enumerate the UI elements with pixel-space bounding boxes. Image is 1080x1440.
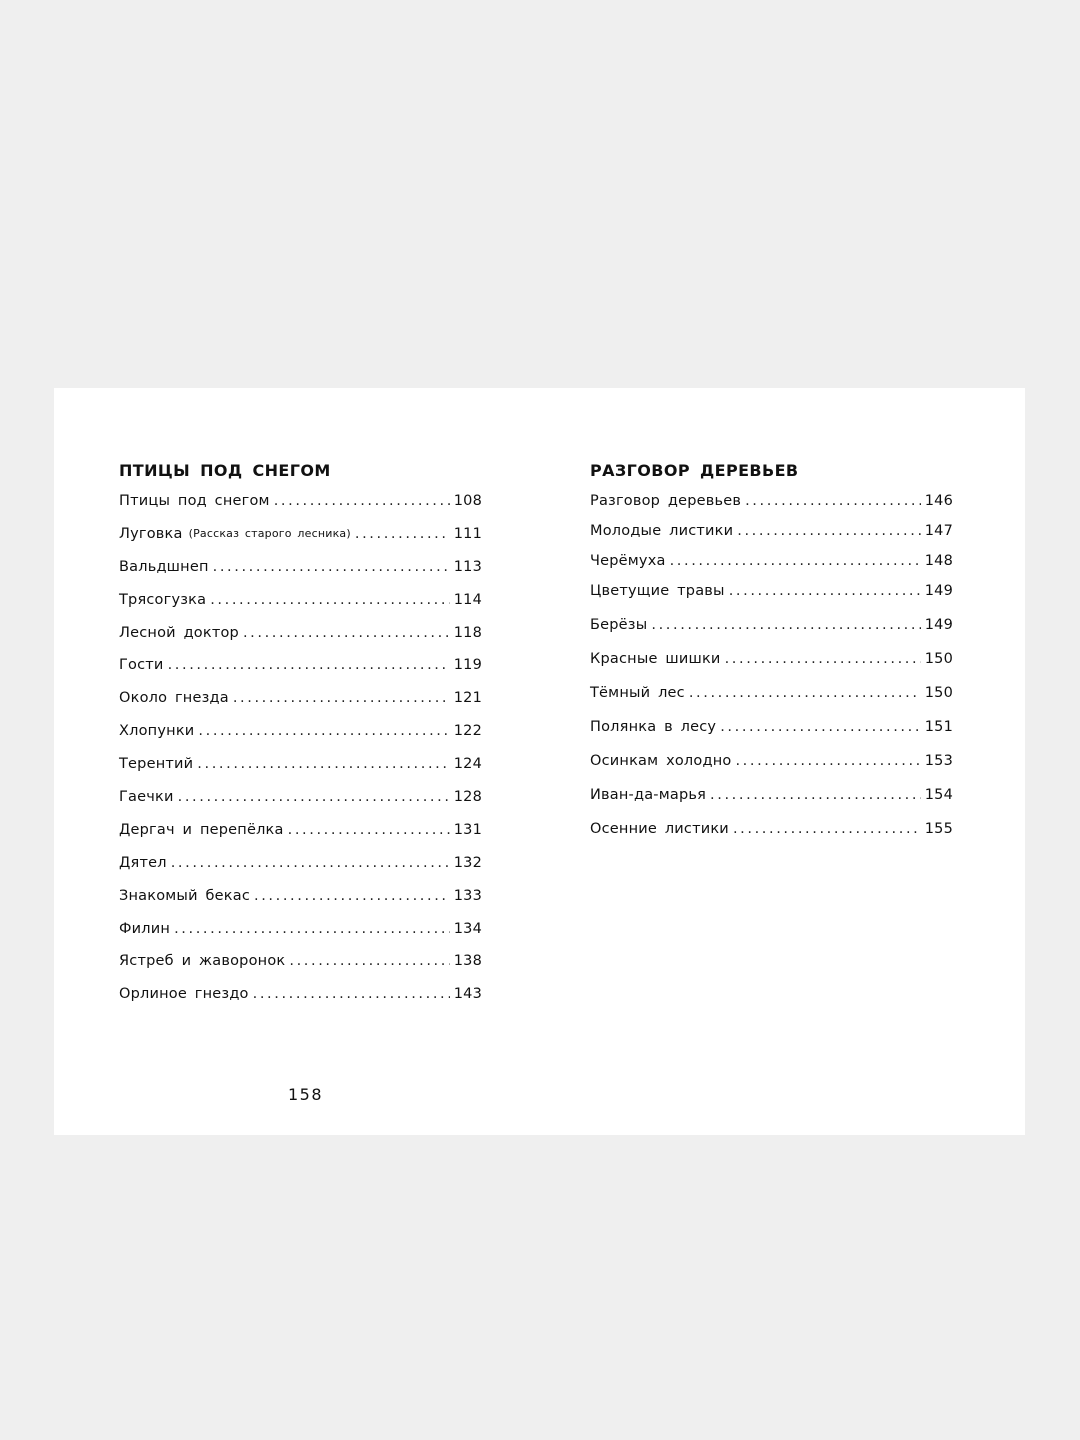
dot-leader bbox=[253, 983, 450, 1005]
toc-entry-title: Знакомый бекас bbox=[119, 887, 250, 904]
toc-entry-title: Дятел bbox=[119, 854, 167, 871]
toc-entry-page: 143 bbox=[453, 986, 482, 1003]
toc-column-left bbox=[119, 460, 482, 1016]
toc-entry bbox=[590, 818, 953, 852]
toc-entry-page: 132 bbox=[453, 854, 482, 871]
toc-entry-page: 122 bbox=[453, 723, 482, 740]
toc-entry-title: Птицы под снегом bbox=[119, 493, 270, 509]
toc-entry-title: Черёмуха bbox=[590, 553, 666, 569]
toc-entry bbox=[119, 490, 482, 523]
page-number: 158 bbox=[288, 1085, 324, 1104]
dot-leader bbox=[725, 648, 921, 670]
toc-entry-page: 111 bbox=[453, 525, 482, 542]
dot-leader bbox=[254, 885, 450, 907]
toc-entry-title: Около гнезда bbox=[119, 690, 229, 707]
toc-entry-note: (Рассказ старого лесника) bbox=[188, 526, 351, 540]
dot-leader bbox=[168, 654, 450, 676]
toc-entry-page: 128 bbox=[453, 789, 482, 806]
dot-leader bbox=[233, 687, 450, 709]
toc-entry bbox=[119, 523, 482, 556]
toc-entry-title: Вальдшнеп bbox=[119, 558, 209, 575]
toc-entry-page: 108 bbox=[453, 493, 482, 509]
toc-entry bbox=[119, 753, 482, 786]
toc-entry bbox=[590, 716, 953, 750]
toc-entry-title: Иван-да-марья bbox=[590, 787, 707, 803]
dot-leader bbox=[745, 490, 921, 512]
toc-entry-page: 124 bbox=[453, 756, 482, 773]
toc-entry-title: Красные шишки bbox=[590, 651, 721, 667]
toc-entry-title: Берёзы bbox=[590, 617, 648, 633]
toc-column-right bbox=[590, 460, 953, 852]
dot-leader bbox=[720, 716, 921, 738]
toc-entry-page: 114 bbox=[453, 591, 482, 608]
toc-entry-page: 138 bbox=[453, 953, 482, 970]
toc-entry-title: Дергач и перепёлка bbox=[119, 821, 284, 838]
toc-entry-title: Полянка в лесу bbox=[590, 719, 717, 735]
dot-leader bbox=[274, 490, 450, 512]
toc-entry-title: Ястреб и жаворонок bbox=[119, 953, 286, 970]
toc-list-birds bbox=[119, 490, 482, 1016]
dot-leader bbox=[213, 556, 450, 578]
toc-entry-page: 148 bbox=[924, 553, 953, 569]
dot-leader bbox=[689, 682, 921, 704]
toc-entry-page: 155 bbox=[924, 821, 953, 837]
toc-entry-page: 153 bbox=[924, 753, 953, 769]
toc-entry-page: 133 bbox=[453, 887, 482, 904]
section-heading-trees: РАЗГОВОР ДЕРЕВЬЕВ bbox=[590, 461, 799, 480]
toc-entry-page: 150 bbox=[924, 651, 953, 667]
toc-entry-title: Луговка bbox=[119, 525, 183, 542]
toc-entry bbox=[590, 750, 953, 784]
toc-entry-title: Филин bbox=[119, 920, 171, 937]
toc-entry bbox=[119, 950, 482, 983]
toc-entry-page: 119 bbox=[453, 657, 482, 674]
dot-leader bbox=[651, 614, 920, 636]
toc-entry bbox=[119, 786, 482, 819]
toc-entry-title: Осинкам холодно bbox=[590, 753, 732, 769]
dot-leader bbox=[737, 520, 920, 542]
dot-leader bbox=[210, 589, 450, 611]
toc-entry bbox=[119, 983, 482, 1016]
dot-leader bbox=[710, 784, 921, 806]
toc-entry-title: Гости bbox=[119, 657, 164, 674]
toc-entry-page: 149 bbox=[924, 583, 953, 599]
dot-leader bbox=[729, 580, 921, 602]
book-page bbox=[54, 388, 1025, 1135]
toc-entry bbox=[590, 682, 953, 716]
toc-entry bbox=[119, 556, 482, 589]
toc-entry bbox=[119, 622, 482, 655]
toc-entry-title: Лесной доктор bbox=[119, 624, 239, 641]
toc-entry-title: Гаечки bbox=[119, 789, 174, 806]
toc-entry-title: Цветущие травы bbox=[590, 583, 725, 599]
toc-entry-page: 151 bbox=[924, 719, 953, 735]
toc-entry-title: Трясогузка bbox=[119, 591, 207, 608]
toc-entry bbox=[590, 490, 953, 520]
toc-entry-page: 149 bbox=[924, 617, 953, 633]
dot-leader bbox=[355, 523, 450, 545]
toc-entry-title: Тёмный лес bbox=[590, 685, 685, 701]
toc-list-trees bbox=[590, 490, 953, 852]
toc-entry-page: 150 bbox=[924, 685, 953, 701]
toc-entry-title: Молодые листики bbox=[590, 523, 734, 539]
toc-entry bbox=[590, 580, 953, 614]
dot-leader bbox=[735, 750, 920, 772]
toc-entry-page: 113 bbox=[453, 558, 482, 575]
section-heading-birds: ПТИЦЫ ПОД СНЕГОМ bbox=[119, 461, 331, 480]
dot-leader bbox=[733, 818, 921, 840]
toc-entry-title: Терентий bbox=[119, 756, 194, 773]
toc-entry-title: Осенние листики bbox=[590, 821, 729, 837]
toc-entry-page: 121 bbox=[453, 690, 482, 707]
dot-leader bbox=[670, 550, 921, 572]
toc-entry bbox=[119, 819, 482, 852]
toc-entry bbox=[590, 614, 953, 648]
dot-leader bbox=[197, 753, 449, 775]
toc-entry bbox=[119, 885, 482, 918]
toc-entry bbox=[119, 654, 482, 687]
dot-leader bbox=[288, 819, 450, 841]
dot-leader bbox=[243, 622, 450, 644]
toc-entry bbox=[590, 784, 953, 818]
toc-entry-title: Хлопунки bbox=[119, 723, 195, 740]
toc-entry-title: Орлиное гнездо bbox=[119, 986, 249, 1003]
toc-entry-page: 118 bbox=[453, 624, 482, 641]
dot-leader bbox=[198, 720, 449, 742]
toc-entry bbox=[590, 648, 953, 682]
toc-entry-page: 131 bbox=[453, 821, 482, 838]
toc-entry bbox=[590, 520, 953, 550]
toc-entry bbox=[119, 720, 482, 753]
toc-entry bbox=[119, 589, 482, 622]
toc-entry-page: 146 bbox=[924, 493, 953, 509]
dot-leader bbox=[171, 852, 450, 874]
toc-entry bbox=[119, 918, 482, 951]
toc-entry-page: 134 bbox=[453, 920, 482, 937]
dot-leader bbox=[174, 918, 450, 940]
toc-entry bbox=[119, 852, 482, 885]
toc-entry-title: Разговор деревьев bbox=[590, 493, 742, 509]
toc-entry-page: 147 bbox=[924, 523, 953, 539]
toc-entry bbox=[119, 687, 482, 720]
toc-entry bbox=[590, 550, 953, 580]
toc-entry-page: 154 bbox=[924, 787, 953, 803]
dot-leader bbox=[289, 950, 449, 972]
dot-leader bbox=[178, 786, 450, 808]
